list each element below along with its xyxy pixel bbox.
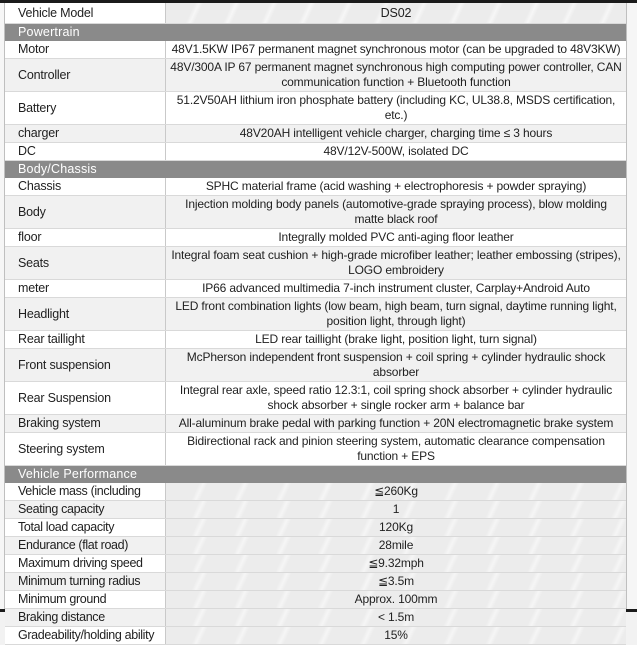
spec-label: Seats: [5, 247, 166, 279]
row-rear-suspension: [5, 382, 626, 415]
spec-value: 51.2V50AH lithium iron phosphate battery (including KC, UL38.8, MSDS certification, etc.): [176, 93, 616, 122]
vehicle-model-label: Vehicle Model: [5, 3, 166, 23]
section-body-chassis: [5, 161, 626, 466]
section-header-vehicle-performance: Vehicle Performance: [5, 466, 626, 483]
row-charger: [5, 125, 626, 143]
row-dc: [5, 143, 626, 161]
spec-value: 1: [166, 501, 626, 518]
spec-value: 48V/300A IP 67 permanent magnet synchronous high computing power controller, CAN communication function + Bluetooth function: [170, 60, 622, 89]
body-chassis-rows: [5, 178, 626, 466]
spec-label: Rear Suspension: [5, 382, 166, 414]
spec-value: 48V1.5KW IP67 permanent magnet synchronous motor (can be upgraded to 48V3KW): [171, 42, 621, 56]
row-battery: [5, 92, 626, 125]
spec-label: Body: [5, 196, 166, 228]
spec-label: Vehicle mass (including: [5, 483, 166, 500]
row-vehicle-model: [5, 3, 626, 24]
spec-label: Steering system: [5, 433, 166, 465]
row-meter: [5, 280, 626, 298]
spec-label: Maximum driving speed: [5, 555, 166, 572]
row-rear-taillight: [5, 331, 626, 349]
spec-value: < 1.5m: [166, 609, 626, 626]
vehicle-spec-table: [4, 3, 627, 642]
row-total-load-capacity: [5, 519, 626, 537]
row-headlight: [5, 298, 626, 331]
row-braking-system: [5, 415, 626, 433]
row-floor: [5, 229, 626, 247]
spec-label: Front suspension: [5, 349, 166, 381]
spec-label: Seating capacity: [5, 501, 166, 518]
spec-label: Gradeability/holding ability: [5, 627, 166, 644]
section-powertrain: [5, 24, 626, 161]
spec-label: Controller: [5, 59, 166, 91]
spec-label: floor: [5, 229, 166, 246]
spec-value: 48V20AH intelligent vehicle charger, charging time ≤ 3 hours: [239, 126, 553, 140]
spec-label: Total load capacity: [5, 519, 166, 536]
spec-label: Minimum ground: [5, 591, 166, 608]
section-header-powertrain: Powertrain: [5, 24, 626, 41]
row-motor: [5, 41, 626, 59]
spec-label: Rear taillight: [5, 331, 166, 348]
row-body: [5, 196, 626, 229]
row-minimum-ground: [5, 591, 626, 609]
powertrain-rows: [5, 41, 626, 161]
spec-value: LED rear taillight (brake light, position light, turn signal): [255, 332, 537, 346]
row-maximum-driving-speed: [5, 555, 626, 573]
vehicle-model-value: DS02: [166, 3, 626, 23]
spec-value: 28mile: [166, 537, 626, 554]
row-controller: [5, 59, 626, 92]
row-gradeability: [5, 627, 626, 645]
spec-value: 120Kg: [166, 519, 626, 536]
row-minimum-turning-radius: [5, 573, 626, 591]
row-seating-capacity: [5, 501, 626, 519]
spec-label: Headlight: [5, 298, 166, 330]
spec-value: ≦9.32mph: [166, 555, 626, 572]
spec-value: 48V/12V-500W, isolated DC: [323, 144, 469, 158]
row-front-suspension: [5, 349, 626, 382]
spec-value: Integrally molded PVC anti-aging floor leather: [278, 230, 514, 244]
row-steering-system: [5, 433, 626, 466]
row-seats: [5, 247, 626, 280]
spec-value: Approx. 100mm: [166, 591, 626, 608]
row-chassis: [5, 178, 626, 196]
row-endurance: [5, 537, 626, 555]
spec-value: SPHC material frame (acid washing + electrophoresis + powder spraying): [205, 179, 587, 193]
spec-value: 15%: [166, 627, 626, 644]
spec-value: Injection molding body panels (automotive-grade spraying process), blow molding matte black roof: [185, 197, 607, 226]
spec-value: LED front combination lights (low beam, high beam, turn signal, daytime running light, position light, through light): [175, 299, 617, 328]
spec-value: ≦260Kg: [166, 483, 626, 500]
spec-value: Integral rear axle, speed ratio 12.3:1, coil spring shock absorber + cylinder hydraulic shock absorber + single rocker arm + balance bar: [179, 383, 613, 412]
spec-value: Bidirectional rack and pinion steering system, automatic clearance compensation function + EPS: [187, 434, 605, 463]
spec-label: Battery: [5, 92, 166, 124]
spec-label: Minimum turning radius: [5, 573, 166, 590]
spec-label: Braking system: [5, 415, 166, 432]
vehicle-performance-rows: [5, 483, 626, 645]
spec-label: Braking distance: [5, 609, 166, 626]
section-vehicle-performance: [5, 466, 626, 645]
spec-label: meter: [5, 280, 166, 297]
section-header-body-chassis: Body/Chassis: [5, 161, 626, 178]
spec-value: McPherson independent front suspension + coil spring + cylinder hydraulic shock absorber: [186, 350, 606, 379]
spec-value: All-aluminum brake pedal with parking function + 20N electromagnetic brake system: [178, 416, 614, 430]
spec-label: Chassis: [5, 178, 166, 195]
row-vehicle-mass: [5, 483, 626, 501]
spec-label: DC: [5, 143, 166, 160]
spec-label: charger: [5, 125, 166, 142]
spec-value: IP66 advanced multimedia 7-inch instrument cluster, Carplay+Android Auto: [202, 281, 590, 295]
spec-label: Motor: [5, 41, 166, 58]
spec-value: ≦3.5m: [166, 573, 626, 590]
spec-value: Integral foam seat cushion + high-grade microfiber leather; leather embossing (stripes), LOGO embroidery: [171, 248, 621, 277]
spec-label: Endurance (flat road): [5, 537, 166, 554]
